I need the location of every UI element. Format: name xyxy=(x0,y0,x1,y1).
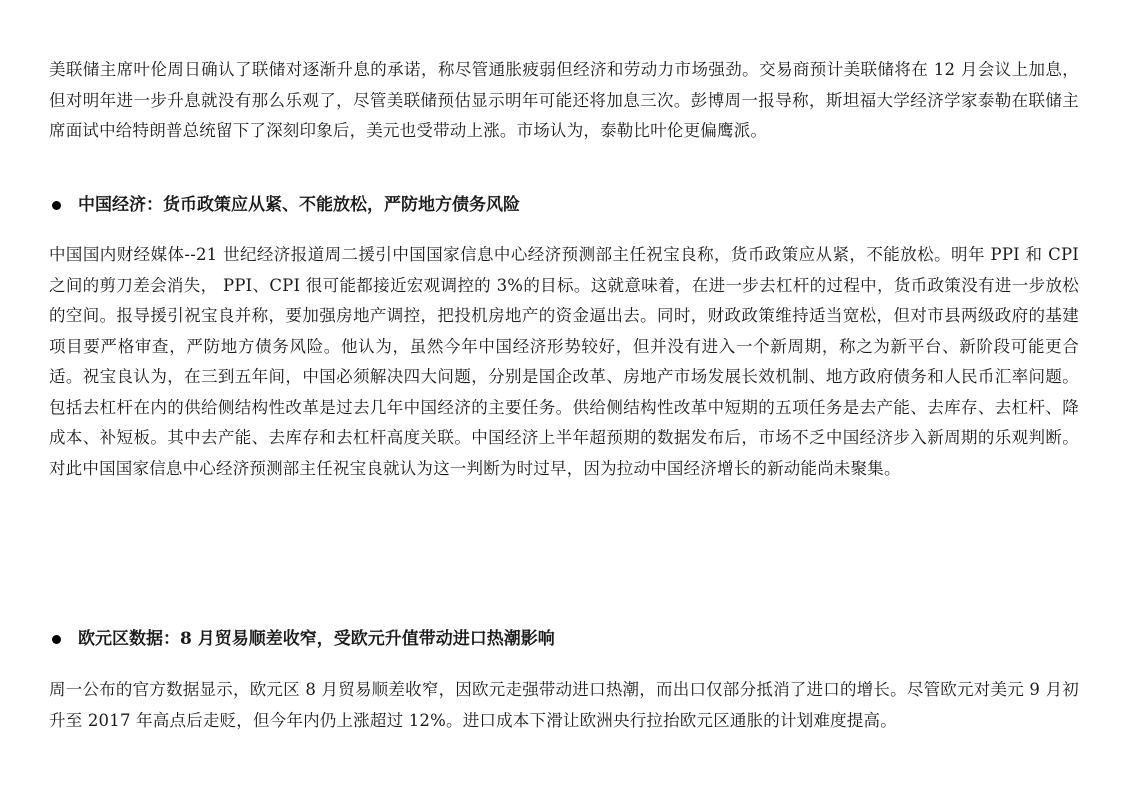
china-economy-paragraph: 中国国内财经媒体--21 世纪经济报道周二援引中国国家信息中心经济预测部主任祝宝良称，货币政策应从紧，不能放松。明年 PPI 和 CPI 之间的剪刀差会消失， PPI、CPI 很可能都接近宏观调控的 3%的目标。这就意味着，在进一步去杠杆的过程中，货币政策没有进一步放松的空间。报导援引祝宝良并称，要加强房地产调控，把投机房地产的资金逼出去。同时，财政政策维持适当宽松，但对市县两级政府的基建项目要严格审查，严防地方债务风险。他认为，虽然今年中国经济形势较好，但并没有进入一个新周期，称之为新平台、新阶段可能更合适。祝宝良认为，在三到五年间，中国必须解决四大问题，分别是国企改革、房地产市场发展长效机制、地方政府债务和人民币汇率问题。包括去杠杆在内的供给侧结构性改革是过去几年中国经济的主要任务。供给侧结构性改革中短期的五项任务是去产能、去库存、去杠杆、降成本、补短板。其中去产能、去库存和去杠杆高度关联。中国经济上半年超预期的数据发布后，市场不乏中国经济步入新周期的乐观判断。对此中国国家信息中心经济预测部主任祝宝良就认为这一判断为时过早，因为拉动中国经济增长的新动能尚未聚集。 xyxy=(49,245,1079,478)
bullet-icon xyxy=(52,635,61,644)
section-title: 欧元区数据：8 月贸易顺差收窄，受欧元升值带动进口热潮影响 xyxy=(78,629,555,649)
section-heading-china-economy xyxy=(49,190,1079,220)
section-heading-eurozone-data xyxy=(49,624,1079,654)
section-title: 中国经济：货币政策应从紧、不能放松，严防地方债务风险 xyxy=(78,195,520,215)
intro-paragraph: 美联储主席叶伦周日确认了联储对逐渐升息的承诺，称尽管通胀疲弱但经济和劳动力市场强劲。交易商预计美联储将在 12 月会议上加息，但对明年进一步升息就没有那么乐观了，尽管美联储预估显示明年可能还将加息三次。彭博周一报导称，斯坦福大学经济学家泰勒在联储主席面试中给特朗普总统留下了深刻印象后，美元也受带动上涨。市场认为，泰勒比叶伦更偏鹰派。 xyxy=(49,60,1079,140)
eurozone-paragraph: 周一公布的官方数据显示，欧元区 8 月贸易顺差收窄，因欧元走强带动进口热潮，而出口仅部分抵消了进口的增长。尽管欧元对美元 9 月初升至 2017 年高点后走贬，但今年内仍上涨超过 12%。进口成本下滑让欧洲央行拉抬欧元区通胀的计划难度提高。 xyxy=(49,680,1079,730)
bullet-icon xyxy=(52,201,61,210)
